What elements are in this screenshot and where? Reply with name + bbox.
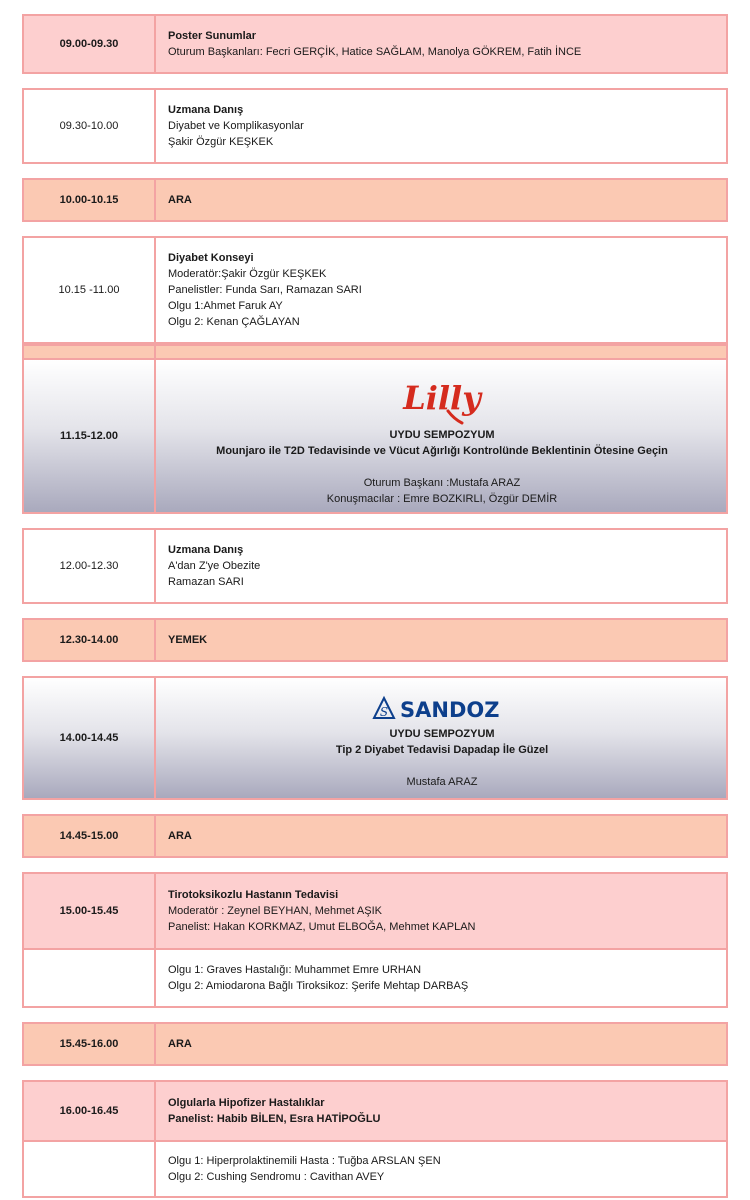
lilly-logo	[392, 375, 492, 427]
session-case: Olgu 1:Ahmet Faruk AY	[168, 300, 283, 312]
session-time: 14.00-14.45	[24, 678, 156, 798]
session-break-1	[22, 178, 728, 222]
session-moderator: Moderatör : Zeynel BEYHAN, Mehmet AŞIK	[168, 905, 382, 917]
session-title: YEMEK	[168, 634, 208, 646]
session-break-2	[22, 814, 728, 858]
session-time: 15.45-16.00	[24, 1024, 156, 1064]
session-sandoz-symposium	[22, 676, 728, 800]
session-expert-2	[22, 528, 728, 604]
session-panelists: Panelistler: Funda Sarı, Ramazan SARI	[168, 284, 362, 296]
session-title: Diyabet Konseyi	[168, 252, 254, 264]
session-case: Olgu 1: Graves Hastalığı: Muhammet Emre URHAN	[168, 964, 422, 976]
session-title: Tip 2 Diyabet Tedavisi Dapadap İle Güzel	[335, 744, 549, 756]
symposium-label: UYDU SEMPOZYUM	[389, 429, 495, 441]
session-time: 09.30-10.00	[24, 90, 156, 162]
session-title: ARA	[168, 830, 192, 842]
session-time: 15.00-15.45	[24, 874, 156, 948]
session-diabetes-council	[22, 236, 728, 344]
session-time: 11.15-12.00	[24, 360, 156, 512]
separator-strip	[22, 344, 728, 358]
symposium-label: UYDU SEMPOZYUM	[389, 728, 495, 740]
session-poster	[22, 14, 728, 74]
session-panelists: Panelist: Hakan KORKMAZ, Umut ELBOĞA, Mehmet KAPLAN	[168, 921, 476, 933]
session-expert-1	[22, 88, 728, 164]
session-title: ARA	[168, 1038, 192, 1050]
session-thyrotoxicosis	[22, 872, 728, 950]
session-chair: Oturum Başkanı :Mustafa ARAZ	[363, 477, 521, 489]
sandoz-logo	[372, 690, 512, 726]
session-time: 10.00-10.15	[24, 180, 156, 220]
session-moderator: Moderatör:Şakir Özgür KEŞKEK	[168, 268, 327, 280]
session-title: Poster Sunumlar	[168, 30, 257, 42]
session-time: 14.45-15.00	[24, 816, 156, 856]
session-speaker: Ramazan SARI	[168, 576, 244, 588]
session-break-3	[22, 1022, 728, 1066]
session-lilly-symposium	[22, 358, 728, 514]
session-topic: Diyabet ve Komplikasyonlar	[168, 120, 304, 132]
svg-text:Lilly: Lilly	[403, 379, 481, 417]
svg-text:SANDOZ: SANDOZ	[400, 698, 500, 722]
session-case: Olgu 2: Amiodarona Bağlı Tiroksikoz: Şerife Mehtap DARBAŞ	[168, 980, 469, 992]
session-time: 12.30-14.00	[24, 620, 156, 660]
session-time: 10.15 -11.00	[24, 238, 156, 342]
session-speaker: Şakir Özgür KEŞKEK	[168, 136, 274, 148]
session-title: ARA	[168, 194, 192, 206]
session-time: 16.00-16.45	[24, 1082, 156, 1140]
session-title: Olgularla Hipofizer Hastalıklar	[168, 1097, 325, 1109]
session-pituitary	[22, 1080, 728, 1142]
session-speaker: Mustafa ARAZ	[406, 776, 478, 788]
session-title: Uzmana Danış	[168, 104, 244, 116]
svg-text:S: S	[379, 705, 389, 719]
session-time: 12.00-12.30	[24, 530, 156, 602]
session-title: Tirotoksikozlu Hastanın Tedavisi	[168, 889, 339, 901]
session-pituitary-cases	[22, 1142, 728, 1198]
session-time: 09.00-09.30	[24, 16, 156, 72]
session-case: Olgu 1: Hiperprolaktinemili Hasta : Tuğba ARSLAN ŞEN	[168, 1155, 441, 1167]
session-panelists: Panelist: Habib BİLEN, Esra HATİPOĞLU	[168, 1113, 381, 1125]
session-title: Mounjaro ile T2D Tedavisinde ve Vücut Ağırlığı Kontrolünde Beklentinin Ötesine Geçin	[216, 445, 668, 457]
session-thyrotoxicosis-cases	[22, 950, 728, 1008]
session-title: Uzmana Danış	[168, 544, 244, 556]
session-chairs: Oturum Başkanları: Fecri GERÇİK, Hatice SAĞLAM, Manolya GÖKREM, Fatih İNCE	[168, 46, 582, 58]
session-case: Olgu 2: Kenan ÇAĞLAYAN	[168, 316, 300, 328]
session-case: Olgu 2: Cushing Sendromu : Cavithan AVEY	[168, 1171, 385, 1183]
session-topic: A'dan Z'ye Obezite	[168, 560, 261, 572]
session-speakers: Konuşmacılar : Emre BOZKIRLI, Özgür DEMİR	[326, 493, 558, 505]
session-lunch	[22, 618, 728, 662]
